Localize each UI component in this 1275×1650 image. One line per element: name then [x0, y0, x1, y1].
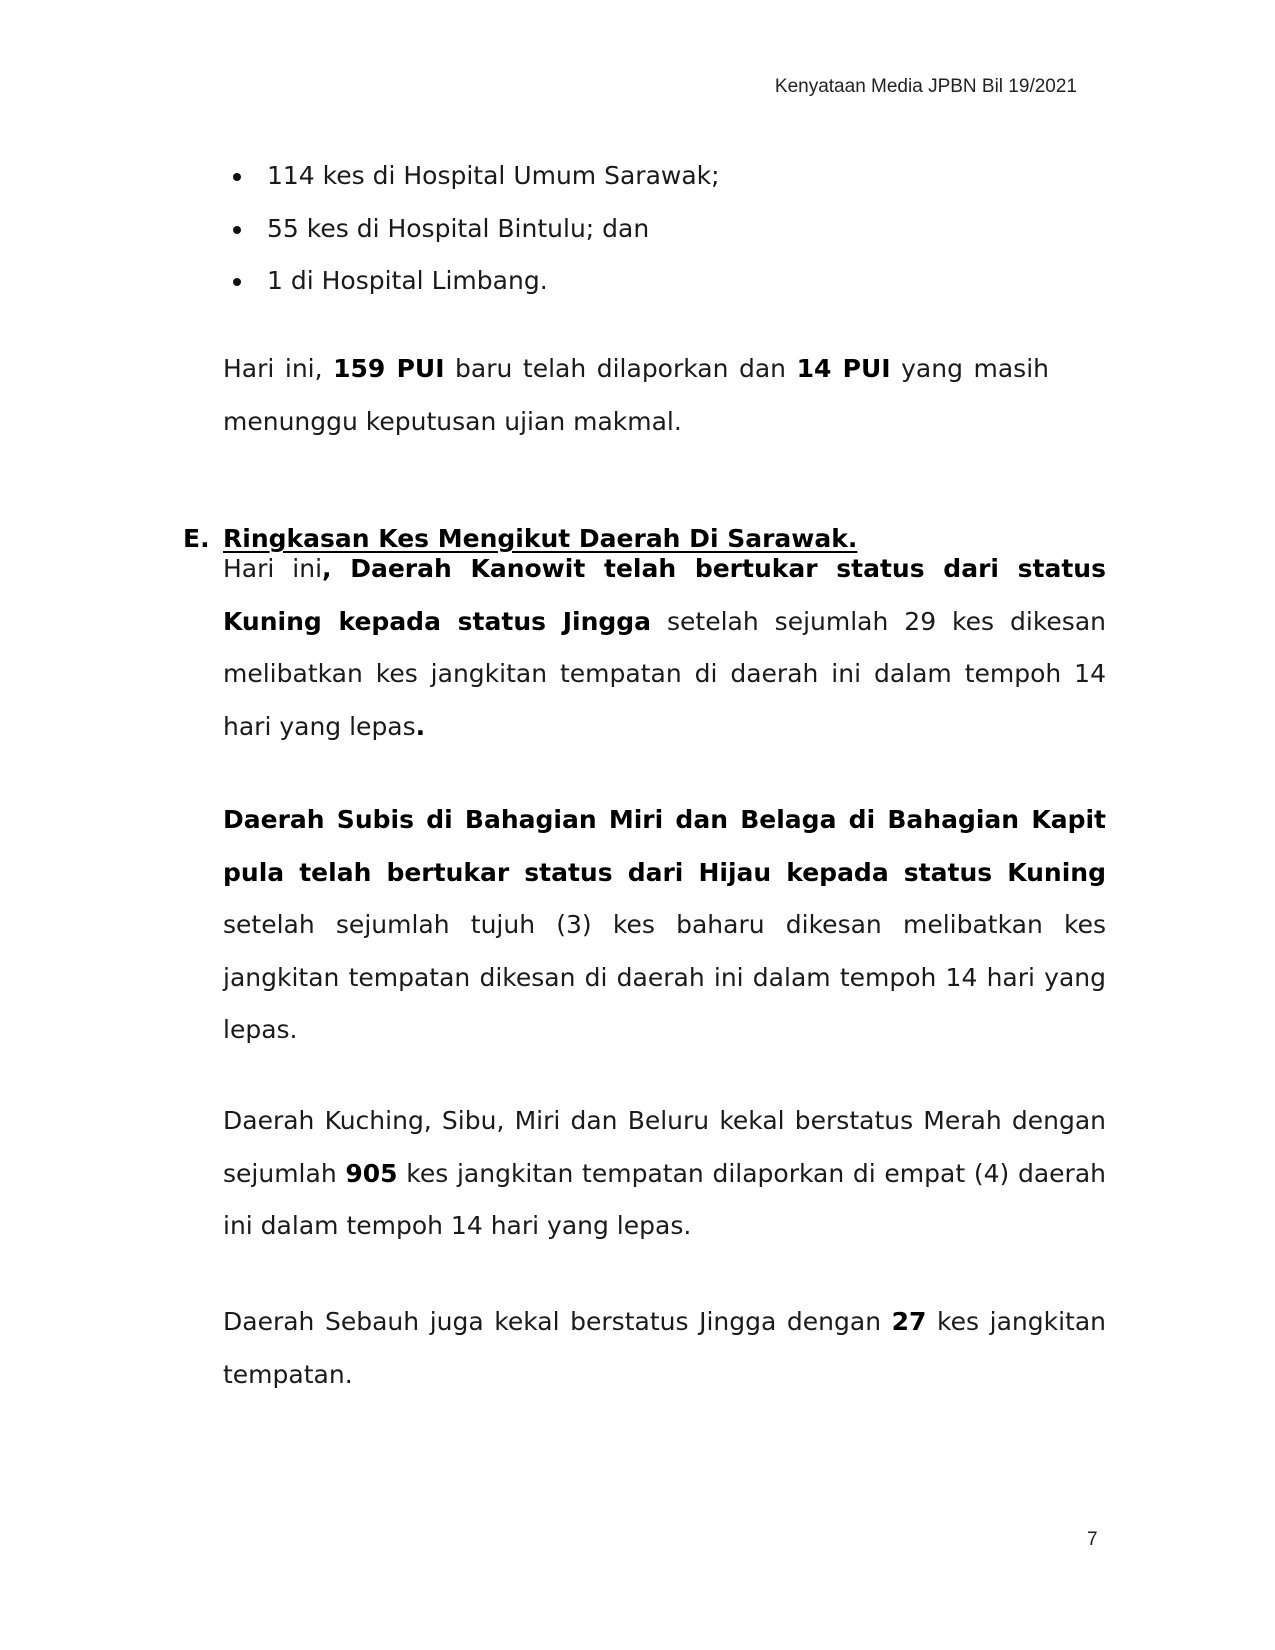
pending-pui-count: 14 PUI [796, 354, 891, 383]
red-zone-paragraph [223, 1095, 1106, 1253]
sebauh-case-count: 27 [891, 1307, 927, 1336]
paragraph-text: Daerah Sebauh juga kekal berstatus Jingga dengan [223, 1307, 892, 1336]
paragraph-text: kes jangkitan tempatan dilaporkan di empat (4) daerah ini dalam tempoh 14 hari yang lepas. [223, 1158, 1106, 1240]
paragraph-text: kes jangkitan tempatan. [223, 1307, 1106, 1389]
red-zone-case-count: 905 [345, 1158, 398, 1188]
bullet-icon [233, 226, 241, 234]
paragraph-text: Daerah Kuching, Sibu, Miri dan Beluru kekal berstatus Merah dengan sejumlah [223, 1106, 1106, 1188]
hospital-case-list [232, 150, 720, 308]
list-item-text: 1 di Hospital Limbang. [267, 266, 548, 295]
subis-belaga-paragraph [223, 794, 1106, 1057]
page-number: 7 [1087, 1529, 1098, 1550]
pui-text: yang masih menunggu keputusan ujian makmal. [223, 354, 1049, 436]
list-item [232, 150, 720, 203]
sebauh-paragraph [223, 1296, 1106, 1401]
paragraph-text: setelah sejumlah 29 kes dikesan melibatkan kes jangkitan tempatan di daerah ini dalam tempoh 14 hari yang lepas [223, 606, 1106, 741]
pui-paragraph [223, 343, 1049, 448]
kanowit-paragraph [223, 543, 1106, 753]
paragraph-bold-text: . [415, 711, 426, 741]
paragraph-bold-text: , Daerah Kanowit telah bertukar status dari status Kuning kepada status Jingga [223, 554, 1106, 636]
bullet-icon [233, 278, 241, 286]
page-header: Kenyataan Media JPBN Bil 19/2021 [774, 76, 1077, 97]
section-title: Ringkasan Kes Mengikut Daerah Di Sarawak. [223, 524, 858, 553]
list-item-text: 114 kes di Hospital Umum Sarawak; [267, 161, 720, 190]
list-item [232, 203, 720, 256]
list-item [232, 255, 720, 308]
list-item-text: 55 kes di Hospital Bintulu; dan [267, 213, 650, 243]
paragraph-text: setelah sejumlah tujuh (3) kes baharu dikesan melibatkan kes jangkitan tempatan dikesan di daerah ini dalam tempoh 14 hari yang lepas. [223, 910, 1106, 1044]
paragraph-bold-text: Daerah Subis di Bahagian Miri dan Belaga di Bahagian Kapit pula telah bertukar status dari Hijau kepada status Kuning [223, 805, 1106, 887]
new-pui-count: 159 PUI [333, 354, 445, 383]
paragraph-text: Hari ini [223, 554, 323, 583]
section-letter: E. [183, 524, 210, 553]
bullet-icon [233, 173, 241, 181]
pui-text: Hari ini, [223, 354, 334, 383]
pui-text: baru telah dilaporkan dan [444, 354, 797, 383]
